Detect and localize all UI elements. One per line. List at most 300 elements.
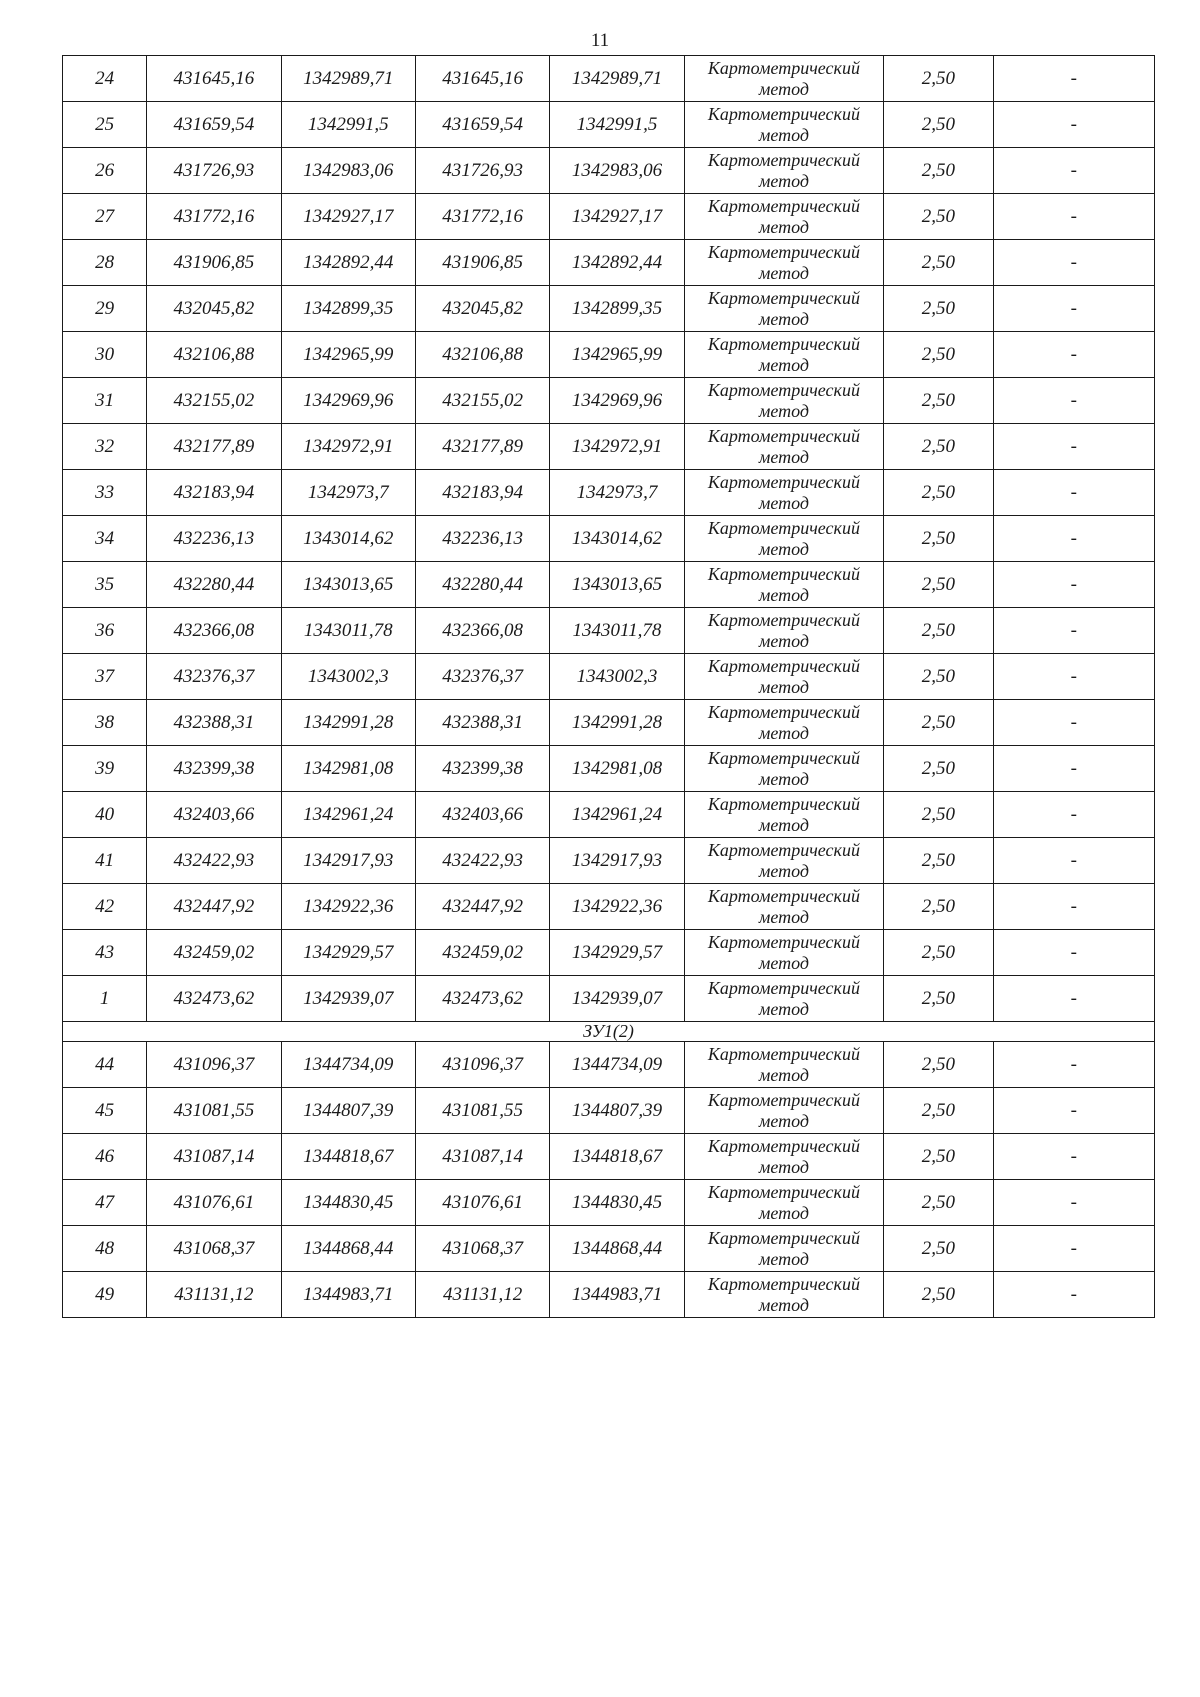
point-number-cell: 26 (63, 148, 147, 194)
note-cell: - (993, 746, 1155, 792)
refined-x-cell: 432177,89 (415, 424, 549, 470)
note-cell: - (993, 1272, 1155, 1318)
method-label-line2: метод (758, 584, 809, 605)
existing-x-cell: 432447,92 (147, 884, 281, 930)
table-row (63, 976, 1155, 1022)
note-cell: - (993, 1134, 1155, 1180)
refined-y-cell: 1342991,5 (550, 102, 684, 148)
existing-y-cell: 1342927,17 (281, 194, 415, 240)
table-row (63, 332, 1155, 378)
refined-x-cell: 431131,12 (415, 1272, 549, 1318)
refined-y-cell: 1342981,08 (550, 746, 684, 792)
point-number-cell: 39 (63, 746, 147, 792)
method-label-line1: Картометрический (707, 333, 860, 354)
point-number-cell: 1 (63, 976, 147, 1022)
accuracy-cell: 2,50 (884, 654, 993, 700)
method-cell (684, 700, 884, 746)
existing-x-cell: 432403,66 (147, 792, 281, 838)
method-label-line2: метод (758, 216, 809, 237)
existing-x-cell: 432422,93 (147, 838, 281, 884)
method-cell (684, 838, 884, 884)
method-label-line2: метод (758, 400, 809, 421)
method-cell (684, 194, 884, 240)
existing-x-cell: 431645,16 (147, 56, 281, 102)
accuracy-cell: 2,50 (884, 792, 993, 838)
table-row (63, 1042, 1155, 1088)
refined-y-cell: 1342973,7 (550, 470, 684, 516)
method-cell (684, 102, 884, 148)
method-label-line2: метод (758, 768, 809, 789)
accuracy-cell: 2,50 (884, 608, 993, 654)
method-label-line1: Картометрический (707, 747, 860, 768)
table-row (63, 608, 1155, 654)
point-number-cell: 31 (63, 378, 147, 424)
accuracy-cell: 2,50 (884, 240, 993, 286)
note-cell: - (993, 792, 1155, 838)
method-label-line1: Картометрический (707, 701, 860, 722)
refined-x-cell: 431081,55 (415, 1088, 549, 1134)
accuracy-cell: 2,50 (884, 1088, 993, 1134)
note-cell: - (993, 332, 1155, 378)
table-row (63, 792, 1155, 838)
table-row (63, 56, 1155, 102)
accuracy-cell: 2,50 (884, 838, 993, 884)
refined-x-cell: 431076,61 (415, 1180, 549, 1226)
refined-x-cell: 431772,16 (415, 194, 549, 240)
table-row (63, 884, 1155, 930)
method-cell (684, 746, 884, 792)
point-number-cell: 27 (63, 194, 147, 240)
table-row (63, 516, 1155, 562)
table-row (63, 1272, 1155, 1318)
existing-y-cell: 1344830,45 (281, 1180, 415, 1226)
existing-y-cell: 1342981,08 (281, 746, 415, 792)
method-label-line2: метод (758, 1110, 809, 1131)
table-body (63, 56, 1155, 1318)
existing-x-cell: 432399,38 (147, 746, 281, 792)
table-row (63, 1226, 1155, 1272)
refined-y-cell: 1342965,99 (550, 332, 684, 378)
refined-x-cell: 431659,54 (415, 102, 549, 148)
existing-y-cell: 1342983,06 (281, 148, 415, 194)
point-number-cell: 36 (63, 608, 147, 654)
method-label-line2: метод (758, 998, 809, 1019)
existing-x-cell: 431131,12 (147, 1272, 281, 1318)
method-label-line1: Картометрический (707, 379, 860, 400)
existing-y-cell: 1342922,36 (281, 884, 415, 930)
method-label-line2: метод (758, 1248, 809, 1269)
existing-y-cell: 1342991,5 (281, 102, 415, 148)
table-row (63, 1180, 1155, 1226)
refined-x-cell: 432045,82 (415, 286, 549, 332)
method-cell (684, 332, 884, 378)
note-cell: - (993, 470, 1155, 516)
existing-x-cell: 431906,85 (147, 240, 281, 286)
method-cell (684, 148, 884, 194)
table-row (63, 194, 1155, 240)
note-cell: - (993, 930, 1155, 976)
refined-y-cell: 1344734,09 (550, 1042, 684, 1088)
refined-x-cell: 431096,37 (415, 1042, 549, 1088)
refined-x-cell: 431068,37 (415, 1226, 549, 1272)
note-cell: - (993, 1088, 1155, 1134)
method-label-line2: метод (758, 722, 809, 743)
refined-y-cell: 1342922,36 (550, 884, 684, 930)
note-cell: - (993, 378, 1155, 424)
point-number-cell: 42 (63, 884, 147, 930)
accuracy-cell: 2,50 (884, 1180, 993, 1226)
point-number-cell: 25 (63, 102, 147, 148)
method-label-line1: Картометрический (707, 1181, 860, 1202)
method-label-line1: Картометрический (707, 287, 860, 308)
existing-x-cell: 431772,16 (147, 194, 281, 240)
note-cell: - (993, 194, 1155, 240)
existing-x-cell: 431096,37 (147, 1042, 281, 1088)
refined-x-cell: 432236,13 (415, 516, 549, 562)
refined-y-cell: 1342929,57 (550, 930, 684, 976)
method-label-line2: метод (758, 170, 809, 191)
method-label-line1: Картометрический (707, 793, 860, 814)
point-number-cell: 46 (63, 1134, 147, 1180)
existing-x-cell: 431659,54 (147, 102, 281, 148)
method-label-line1: Картометрический (707, 1227, 860, 1248)
method-cell (684, 1134, 884, 1180)
existing-x-cell: 431726,93 (147, 148, 281, 194)
accuracy-cell: 2,50 (884, 700, 993, 746)
existing-y-cell: 1342991,28 (281, 700, 415, 746)
method-cell (684, 1272, 884, 1318)
refined-x-cell: 432473,62 (415, 976, 549, 1022)
method-label-line2: метод (758, 1064, 809, 1085)
method-label-line1: Картометрический (707, 471, 860, 492)
refined-x-cell: 432183,94 (415, 470, 549, 516)
method-cell (684, 470, 884, 516)
method-label-line2: метод (758, 124, 809, 145)
note-cell: - (993, 976, 1155, 1022)
table-row (63, 1088, 1155, 1134)
method-label-line1: Картометрический (707, 241, 860, 262)
method-label-line1: Картометрический (707, 425, 860, 446)
point-number-cell: 41 (63, 838, 147, 884)
refined-x-cell: 432388,31 (415, 700, 549, 746)
method-label-line2: метод (758, 308, 809, 329)
point-number-cell: 43 (63, 930, 147, 976)
refined-x-cell: 432155,02 (415, 378, 549, 424)
point-number-cell: 32 (63, 424, 147, 470)
note-cell: - (993, 1226, 1155, 1272)
method-cell (684, 608, 884, 654)
existing-x-cell: 431076,61 (147, 1180, 281, 1226)
method-label-line1: Картометрический (707, 57, 860, 78)
existing-x-cell: 432045,82 (147, 286, 281, 332)
existing-x-cell: 431081,55 (147, 1088, 281, 1134)
method-label-line2: метод (758, 1294, 809, 1315)
existing-y-cell: 1342969,96 (281, 378, 415, 424)
method-label-line2: метод (758, 860, 809, 881)
refined-y-cell: 1343014,62 (550, 516, 684, 562)
table-row (63, 286, 1155, 332)
accuracy-cell: 2,50 (884, 470, 993, 516)
method-label-line2: метод (758, 906, 809, 927)
refined-y-cell: 1344830,45 (550, 1180, 684, 1226)
accuracy-cell: 2,50 (884, 930, 993, 976)
existing-y-cell: 1344807,39 (281, 1088, 415, 1134)
point-number-cell: 29 (63, 286, 147, 332)
existing-x-cell: 432106,88 (147, 332, 281, 378)
method-cell (684, 792, 884, 838)
method-cell (684, 1088, 884, 1134)
existing-y-cell: 1344868,44 (281, 1226, 415, 1272)
section-label: ЗУ1(2) (63, 1022, 1155, 1042)
existing-y-cell: 1342989,71 (281, 56, 415, 102)
method-cell (684, 884, 884, 930)
method-label-line1: Картометрический (707, 149, 860, 170)
note-cell: - (993, 562, 1155, 608)
refined-x-cell: 432403,66 (415, 792, 549, 838)
note-cell: - (993, 286, 1155, 332)
accuracy-cell: 2,50 (884, 976, 993, 1022)
existing-y-cell: 1343002,3 (281, 654, 415, 700)
existing-y-cell: 1342973,7 (281, 470, 415, 516)
refined-y-cell: 1344807,39 (550, 1088, 684, 1134)
method-label-line2: метод (758, 630, 809, 651)
refined-y-cell: 1342989,71 (550, 56, 684, 102)
existing-y-cell: 1342961,24 (281, 792, 415, 838)
existing-x-cell: 432473,62 (147, 976, 281, 1022)
point-number-cell: 40 (63, 792, 147, 838)
method-cell (684, 240, 884, 286)
existing-y-cell: 1343011,78 (281, 608, 415, 654)
method-label-line1: Картометрический (707, 195, 860, 216)
refined-y-cell: 1344983,71 (550, 1272, 684, 1318)
note-cell: - (993, 654, 1155, 700)
method-label-line1: Картометрический (707, 609, 860, 630)
point-number-cell: 28 (63, 240, 147, 286)
method-label-line2: метод (758, 492, 809, 513)
existing-y-cell: 1342972,91 (281, 424, 415, 470)
table-row (63, 700, 1155, 746)
method-label-line1: Картометрический (707, 839, 860, 860)
existing-x-cell: 431068,37 (147, 1226, 281, 1272)
method-cell (684, 56, 884, 102)
method-label-line2: метод (758, 446, 809, 467)
accuracy-cell: 2,50 (884, 1042, 993, 1088)
point-number-cell: 37 (63, 654, 147, 700)
point-number-cell: 24 (63, 56, 147, 102)
point-number-cell: 45 (63, 1088, 147, 1134)
method-cell (684, 378, 884, 424)
refined-y-cell: 1344818,67 (550, 1134, 684, 1180)
refined-x-cell: 432280,44 (415, 562, 549, 608)
accuracy-cell: 2,50 (884, 332, 993, 378)
point-number-cell: 49 (63, 1272, 147, 1318)
refined-x-cell: 431906,85 (415, 240, 549, 286)
note-cell: - (993, 56, 1155, 102)
existing-y-cell: 1343014,62 (281, 516, 415, 562)
method-label-line2: метод (758, 676, 809, 697)
refined-y-cell: 1342972,91 (550, 424, 684, 470)
method-label-line2: метод (758, 1156, 809, 1177)
existing-y-cell: 1342939,07 (281, 976, 415, 1022)
table-row (63, 930, 1155, 976)
refined-y-cell: 1343013,65 (550, 562, 684, 608)
existing-x-cell: 431087,14 (147, 1134, 281, 1180)
existing-x-cell: 432459,02 (147, 930, 281, 976)
note-cell: - (993, 424, 1155, 470)
method-label-line2: метод (758, 78, 809, 99)
point-number-cell: 35 (63, 562, 147, 608)
method-label-line2: метод (758, 538, 809, 559)
refined-x-cell: 431645,16 (415, 56, 549, 102)
method-label-line1: Картометрический (707, 1043, 860, 1064)
method-label-line1: Картометрический (707, 517, 860, 538)
note-cell: - (993, 608, 1155, 654)
refined-y-cell: 1342917,93 (550, 838, 684, 884)
existing-y-cell: 1342929,57 (281, 930, 415, 976)
refined-x-cell: 432447,92 (415, 884, 549, 930)
accuracy-cell: 2,50 (884, 56, 993, 102)
accuracy-cell: 2,50 (884, 148, 993, 194)
existing-y-cell: 1344734,09 (281, 1042, 415, 1088)
table-row (63, 240, 1155, 286)
table-row (63, 1134, 1155, 1180)
note-cell: - (993, 1042, 1155, 1088)
refined-x-cell: 432399,38 (415, 746, 549, 792)
refined-y-cell: 1343011,78 (550, 608, 684, 654)
method-label-line1: Картометрический (707, 1273, 860, 1294)
table-row (63, 654, 1155, 700)
note-cell: - (993, 700, 1155, 746)
refined-y-cell: 1342927,17 (550, 194, 684, 240)
method-label-line1: Картометрический (707, 977, 860, 998)
table-row (63, 746, 1155, 792)
existing-x-cell: 432177,89 (147, 424, 281, 470)
method-cell (684, 1180, 884, 1226)
refined-x-cell: 431726,93 (415, 148, 549, 194)
method-cell (684, 1042, 884, 1088)
table-row (63, 378, 1155, 424)
existing-x-cell: 432388,31 (147, 700, 281, 746)
existing-y-cell: 1342965,99 (281, 332, 415, 378)
method-label-line1: Картометрический (707, 563, 860, 584)
table-row (63, 470, 1155, 516)
point-number-cell: 48 (63, 1226, 147, 1272)
note-cell: - (993, 148, 1155, 194)
refined-y-cell: 1342961,24 (550, 792, 684, 838)
accuracy-cell: 2,50 (884, 1134, 993, 1180)
method-label-line1: Картометрический (707, 1135, 860, 1156)
section-header-row (63, 1022, 1155, 1042)
point-number-cell: 33 (63, 470, 147, 516)
existing-y-cell: 1342899,35 (281, 286, 415, 332)
refined-y-cell: 1342983,06 (550, 148, 684, 194)
method-cell (684, 424, 884, 470)
refined-y-cell: 1342939,07 (550, 976, 684, 1022)
note-cell: - (993, 884, 1155, 930)
accuracy-cell: 2,50 (884, 286, 993, 332)
method-cell (684, 930, 884, 976)
existing-y-cell: 1342917,93 (281, 838, 415, 884)
existing-x-cell: 432236,13 (147, 516, 281, 562)
method-cell (684, 1226, 884, 1272)
existing-x-cell: 432366,08 (147, 608, 281, 654)
method-cell (684, 976, 884, 1022)
method-label-line1: Картометрический (707, 1089, 860, 1110)
method-label-line2: метод (758, 1202, 809, 1223)
method-cell (684, 654, 884, 700)
refined-x-cell: 432376,37 (415, 654, 549, 700)
existing-y-cell: 1344983,71 (281, 1272, 415, 1318)
method-label-line1: Картометрический (707, 103, 860, 124)
refined-y-cell: 1342892,44 (550, 240, 684, 286)
table-row (63, 838, 1155, 884)
table-row (63, 424, 1155, 470)
refined-y-cell: 1342969,96 (550, 378, 684, 424)
accuracy-cell: 2,50 (884, 194, 993, 240)
existing-x-cell: 432376,37 (147, 654, 281, 700)
page-number: 11 (590, 30, 610, 51)
method-label-line1: Картометрический (707, 655, 860, 676)
method-cell (684, 562, 884, 608)
method-cell (684, 286, 884, 332)
existing-y-cell: 1344818,67 (281, 1134, 415, 1180)
accuracy-cell: 2,50 (884, 378, 993, 424)
method-label-line2: метод (758, 814, 809, 835)
refined-y-cell: 1343002,3 (550, 654, 684, 700)
accuracy-cell: 2,50 (884, 1272, 993, 1318)
refined-y-cell: 1342899,35 (550, 286, 684, 332)
refined-x-cell: 431087,14 (415, 1134, 549, 1180)
point-number-cell: 38 (63, 700, 147, 746)
accuracy-cell: 2,50 (884, 746, 993, 792)
accuracy-cell: 2,50 (884, 1226, 993, 1272)
accuracy-cell: 2,50 (884, 562, 993, 608)
refined-x-cell: 432106,88 (415, 332, 549, 378)
table-row (63, 102, 1155, 148)
refined-y-cell: 1342991,28 (550, 700, 684, 746)
note-cell: - (993, 240, 1155, 286)
note-cell: - (993, 516, 1155, 562)
refined-x-cell: 432366,08 (415, 608, 549, 654)
existing-x-cell: 432155,02 (147, 378, 281, 424)
note-cell: - (993, 838, 1155, 884)
method-label-line2: метод (758, 354, 809, 375)
existing-y-cell: 1342892,44 (281, 240, 415, 286)
point-number-cell: 47 (63, 1180, 147, 1226)
method-label-line1: Картометрический (707, 885, 860, 906)
coordinates-table (62, 55, 1155, 1318)
method-label-line1: Картометрический (707, 931, 860, 952)
method-cell (684, 516, 884, 562)
method-label-line2: метод (758, 952, 809, 973)
refined-x-cell: 432459,02 (415, 930, 549, 976)
existing-y-cell: 1343013,65 (281, 562, 415, 608)
accuracy-cell: 2,50 (884, 516, 993, 562)
method-label-line2: метод (758, 262, 809, 283)
refined-x-cell: 432422,93 (415, 838, 549, 884)
accuracy-cell: 2,50 (884, 884, 993, 930)
point-number-cell: 34 (63, 516, 147, 562)
existing-x-cell: 432280,44 (147, 562, 281, 608)
table-row (63, 562, 1155, 608)
table-row (63, 148, 1155, 194)
existing-x-cell: 432183,94 (147, 470, 281, 516)
accuracy-cell: 2,50 (884, 424, 993, 470)
point-number-cell: 44 (63, 1042, 147, 1088)
note-cell: - (993, 1180, 1155, 1226)
note-cell: - (993, 102, 1155, 148)
refined-y-cell: 1344868,44 (550, 1226, 684, 1272)
